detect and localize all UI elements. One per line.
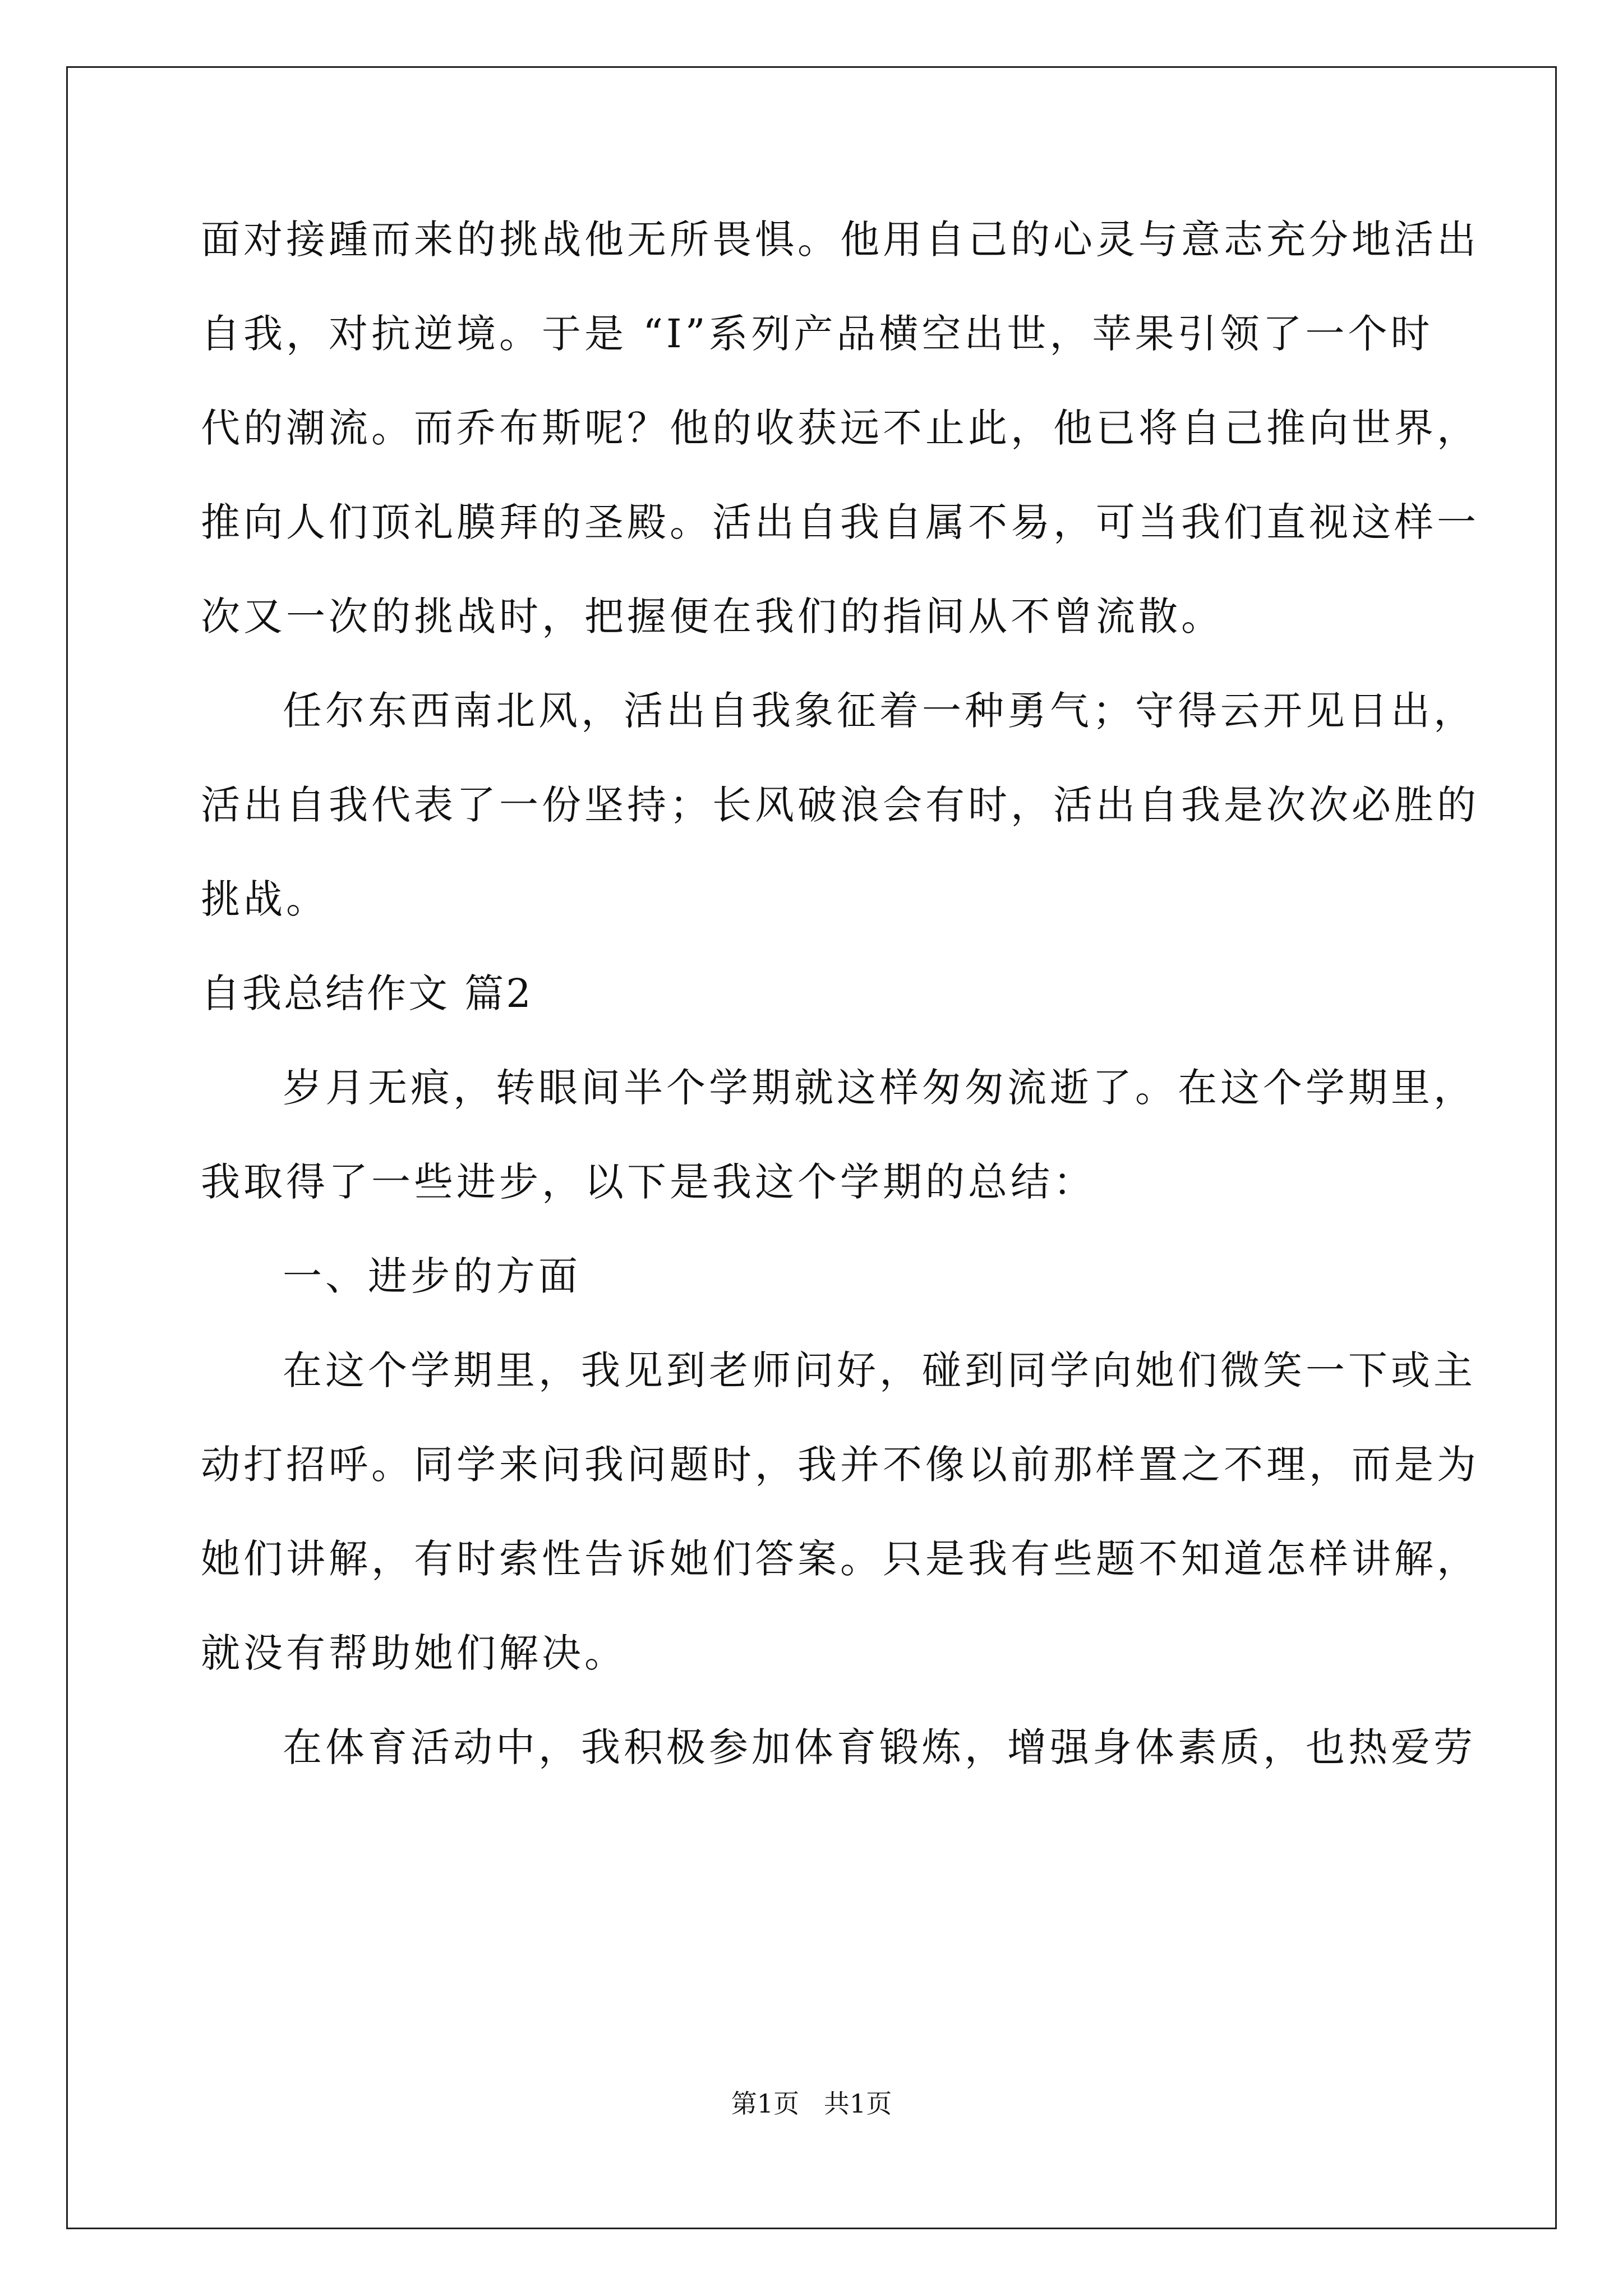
paragraph-line: 动打招呼。同学来问我问题时，我并不像以前那样置之不理，而是为 <box>201 1442 1479 1488</box>
paragraph-line: 她们讲解，有时索性告诉她们答案。只是我有些题不知道怎样讲解， <box>201 1536 1479 1582</box>
paragraph-line: 任尔东西南北风，活出自我象征着一种勇气；守得云开见日出， <box>283 688 1476 734</box>
paragraph-line: 代的潮流。而乔布斯呢？他的收获远不止此，他已将自己推向世界， <box>201 405 1479 451</box>
subsection-heading: 一、进步的方面 <box>283 1253 581 1299</box>
paragraph-line: 岁月无痕，转眼间半个学期就这样匆匆流逝了。在这个学期里， <box>283 1065 1476 1111</box>
page-border <box>66 66 1557 2229</box>
paragraph-line: 我取得了一些进步，以下是我这个学期的总结： <box>201 1159 1096 1205</box>
paragraph-line: 自我，对抗逆境。于是 “I”系列产品横空出世，苹果引领了一个时 <box>201 311 1433 357</box>
paragraph-line: 次又一次的挑战时，把握便在我们的指间从不曾流散。 <box>201 593 1224 639</box>
section-heading: 自我总结作文 篇2 <box>201 970 533 1016</box>
paragraph-line: 挑战。 <box>201 876 329 922</box>
page-footer: 第1页 共1页 <box>731 2088 892 2119</box>
paragraph-line: 在体育活动中，我积极参加体育锻炼，增强身体素质，也热爱劳 <box>283 1724 1476 1770</box>
paragraph-line: 在这个学期里，我见到老师问好，碰到同学向她们微笑一下或主 <box>283 1347 1476 1393</box>
paragraph-line: 就没有帮助她们解决。 <box>201 1630 627 1676</box>
paragraph-line: 活出自我代表了一份坚持；长风破浪会有时，活出自我是次次必胜的 <box>201 782 1479 828</box>
paragraph-line: 面对接踵而来的挑战他无所畏惧。他用自己的心灵与意志充分地活出 <box>201 217 1479 263</box>
paragraph-line: 推向人们顶礼膜拜的圣殿。活出自我自属不易，可当我们直视这样一 <box>201 499 1479 545</box>
